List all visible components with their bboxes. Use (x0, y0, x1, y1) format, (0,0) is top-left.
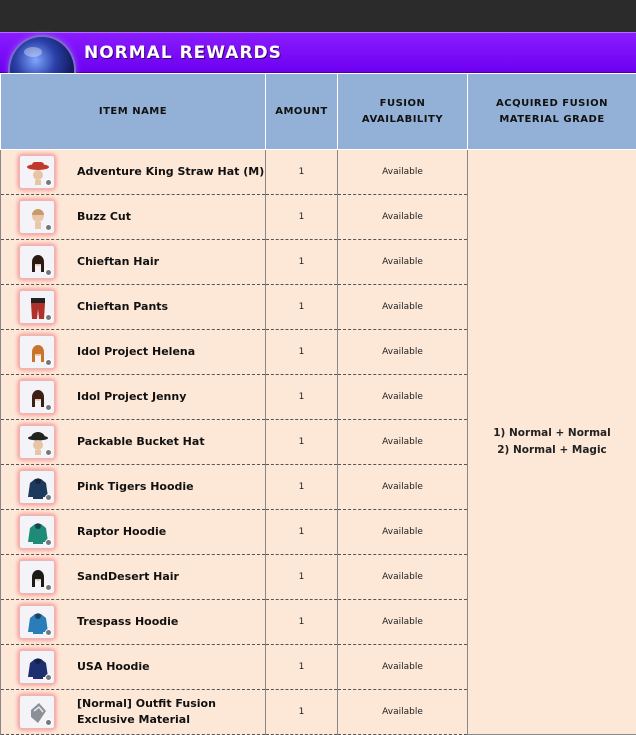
grade-line-1: 1) Normal + Normal (493, 427, 611, 439)
pants-icon (19, 290, 55, 324)
item-name-cell (1, 375, 266, 420)
table-header-row (1, 74, 636, 150)
item-amount: 1 (266, 465, 338, 510)
item-name-cell (1, 690, 266, 735)
item-name-cell (1, 330, 266, 375)
item-name: Idol Project Helena (77, 345, 196, 358)
item-name: Raptor Hoodie (77, 525, 167, 538)
hoodie-icon (19, 470, 55, 504)
item-amount: 1 (266, 150, 338, 195)
column-header-grade (468, 74, 636, 150)
table-row (1, 150, 636, 195)
item-amount: 1 (266, 645, 338, 690)
item-name-cell (1, 195, 266, 240)
column-header-item-name: ITEM NAME (1, 74, 266, 150)
item-name-cell (1, 420, 266, 465)
fusion-availability: Available (338, 555, 468, 600)
straw-hat-icon (19, 155, 55, 189)
hair-icon (19, 335, 55, 369)
item-name: Trespass Hoodie (77, 615, 179, 628)
item-name-cell (1, 645, 266, 690)
page-title: NORMAL REWARDS (84, 43, 282, 63)
fusion-availability: Available (338, 375, 468, 420)
item-name: Buzz Cut (77, 210, 132, 223)
item-name-cell (1, 285, 266, 330)
item-name-cell (1, 510, 266, 555)
fusion-availability: Available (338, 195, 468, 240)
hair-icon (19, 245, 55, 279)
item-amount: 1 (266, 690, 338, 735)
fusion-availability: Available (338, 330, 468, 375)
fusion-availability: Available (338, 690, 468, 735)
item-name: Idol Project Jenny (77, 390, 187, 403)
item-amount: 1 (266, 285, 338, 330)
rewards-table (0, 73, 636, 735)
hoodie-icon (19, 515, 55, 549)
item-name-cell (1, 465, 266, 510)
item-name: [Normal] Outfit Fusion Exclusive Material (77, 697, 216, 726)
column-header-fusion: FUSION AVAILABILITY (338, 74, 468, 150)
fusion-availability: Available (338, 150, 468, 195)
fusion-material-icon (19, 695, 55, 729)
fusion-availability: Available (338, 420, 468, 465)
bucket-hat-icon (19, 425, 55, 459)
hair-icon (19, 560, 55, 594)
fusion-availability: Available (338, 510, 468, 555)
fusion-availability: Available (338, 240, 468, 285)
buzz-cut-icon (19, 200, 55, 234)
hoodie-icon (19, 650, 55, 684)
grade-line-2: 2) Normal + Magic (497, 444, 607, 456)
hair-icon (19, 380, 55, 414)
item-name-cell (1, 240, 266, 285)
item-amount: 1 (266, 375, 338, 420)
column-header-amount: AMOUNT (266, 74, 338, 150)
item-amount: 1 (266, 420, 338, 465)
item-name-cell (1, 600, 266, 645)
item-amount: 1 (266, 240, 338, 285)
fusion-availability: Available (338, 600, 468, 645)
fusion-grade-cell (468, 150, 636, 735)
grade-header-line1: ACQUIRED FUSION (496, 97, 608, 109)
item-amount: 1 (266, 555, 338, 600)
fusion-availability: Available (338, 285, 468, 330)
item-amount: 1 (266, 195, 338, 240)
top-bar (0, 0, 636, 32)
item-name: SandDesert Hair (77, 570, 179, 583)
item-name: Packable Bucket Hat (77, 435, 205, 448)
grade-header-line2: MATERIAL GRADE (499, 113, 605, 125)
item-name-cell (1, 150, 266, 195)
item-amount: 1 (266, 600, 338, 645)
hoodie-icon (19, 605, 55, 639)
fusion-availability: Available (338, 465, 468, 510)
rewards-header (0, 32, 636, 73)
item-name: Chieftan Hair (77, 255, 160, 268)
fusion-availability: Available (338, 645, 468, 690)
item-amount: 1 (266, 330, 338, 375)
item-name: USA Hoodie (77, 660, 150, 673)
item-name: Adventure King Straw Hat (M) (77, 165, 265, 178)
item-name-cell (1, 555, 266, 600)
item-name: Pink Tigers Hoodie (77, 480, 194, 493)
item-name: Chieftan Pants (77, 300, 169, 313)
item-amount: 1 (266, 510, 338, 555)
table-body (1, 150, 636, 735)
